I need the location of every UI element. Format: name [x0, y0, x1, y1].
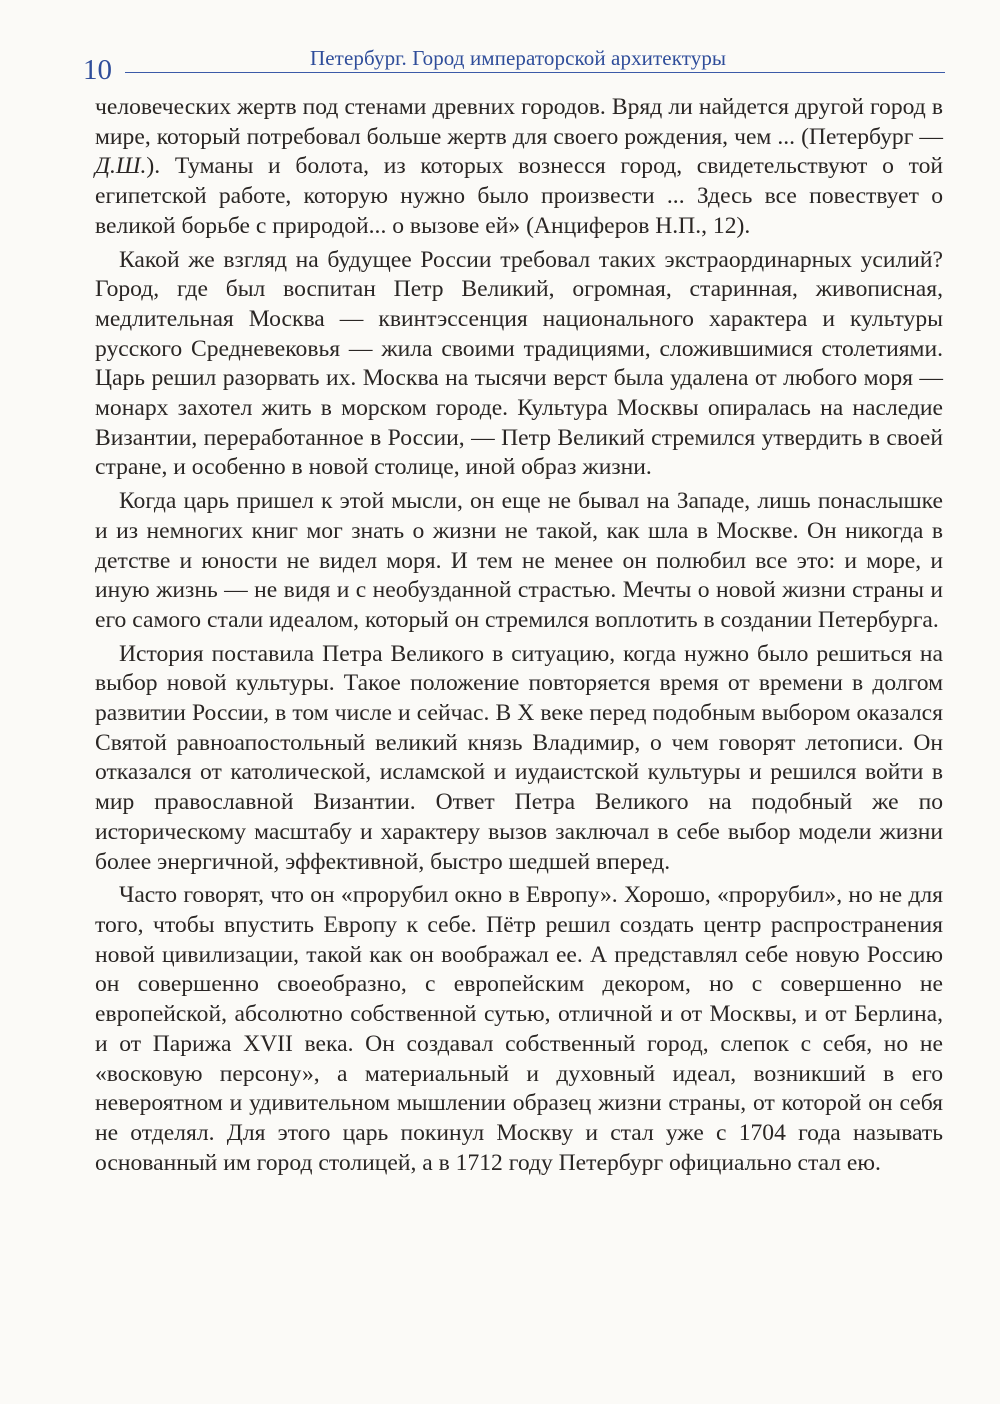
- body-text: [95, 93, 943, 1182]
- paragraph-1-author-initials: Д.Ш.: [95, 153, 147, 180]
- paragraph-3: Когда царь пришел к этой мысли, он еще не бывал на Западе, лишь понаслышке и из немногих книг мог знать о жизни не такой, как шла в Москве. Он никогда в детстве и юности не видел моря. И тем не менее он полюбил все это: и море, и иную жизнь — не видя и с необузданной страстью. Мечты о новой жизни страны и его самого стали идеалом, который он стремился воплотить в создании Петербурга.: [95, 488, 943, 633]
- paragraph-2: Какой же взгляд на будущее России требовал таких экстраординарных усилий? Город, где был воспитан Петр Великий, огромная, старинная, живописная, медлительная Москва — квинтэссенция национального характера и культуры русского Средневековья — жила своими традициями, сложившимися столетиями. Царь решил разорвать их. Москва на тысячи верст была удалена от любого моря — монарх захотел жить в морском городе. Культура Москвы опиралась на наследие Византии, переработанное в России, — Петр Великий стремился утвердить в своей стране, и особенно в новой столице, иной образ жизни.: [95, 246, 943, 481]
- paragraph-1-text-b: ). Туманы и болота, из которых вознесся город, свидетельствуют о той египетской работе, которую нужно было произвести ... Здесь все повествует о великой борьбе с природой... о вызове ей» (Анциферов Н.П., 12).: [95, 153, 943, 239]
- paragraph-1: [95, 93, 943, 242]
- page-number: 10: [83, 54, 112, 86]
- header-rule: [125, 72, 945, 73]
- paragraph-5: Часто говорят, что он «прорубил окно в Европу». Хорошо, «прорубил», но не для того, чтобы впустить Европу к себе. Пётр решил создать центр распространения новой цивилизации, такой как он воображал ее. А представлял себе новую Россию он совершенно своеобразно, с европейским декором, но с совершенно не европейской, абсолютно собственной сутью, отличной и от Москвы, и от Берлина, и от Парижа XVII века. Он создавал собственный город, слепок с себя, но не «восковую персону», а материальный и духовный идеал, возникший в его невероятном и удивительном мышлении образец жизни страны, от которой он себя не отделял. Для этого царь покинул Москву и стал уже с 1704 года называть основанный им город столицей, а в 1712 году Петербург официально стал ею.: [95, 882, 943, 1176]
- paragraph-1-text-a: человеческих жертв под стенами древних городов. Вряд ли найдется другой город в мире, который потребовал больше жертв для своего рождения, чем ... (Петербург —: [95, 94, 943, 150]
- running-title: Петербург. Город императорской архитектуры: [310, 46, 727, 70]
- running-header: [75, 44, 945, 84]
- paragraph-4: История поставила Петра Великого в ситуацию, когда нужно было решиться на выбор новой культуры. Такое положение повторяется время от времени в долгом развитии России, в том числе и сейчас. В X веке перед подобным выбором оказался Святой равноапостольный великий князь Владимир, о чем говорят летописи. Он отказался от католической, исламской и иудаистской культуры и решился войти в мир православной Византии. Ответ Петра Великого на подобный же по историческому масштабу и характеру вызов заключал в себе выбор модели жизни более энергичной, эффективной, быстро шедшей вперед.: [95, 640, 943, 875]
